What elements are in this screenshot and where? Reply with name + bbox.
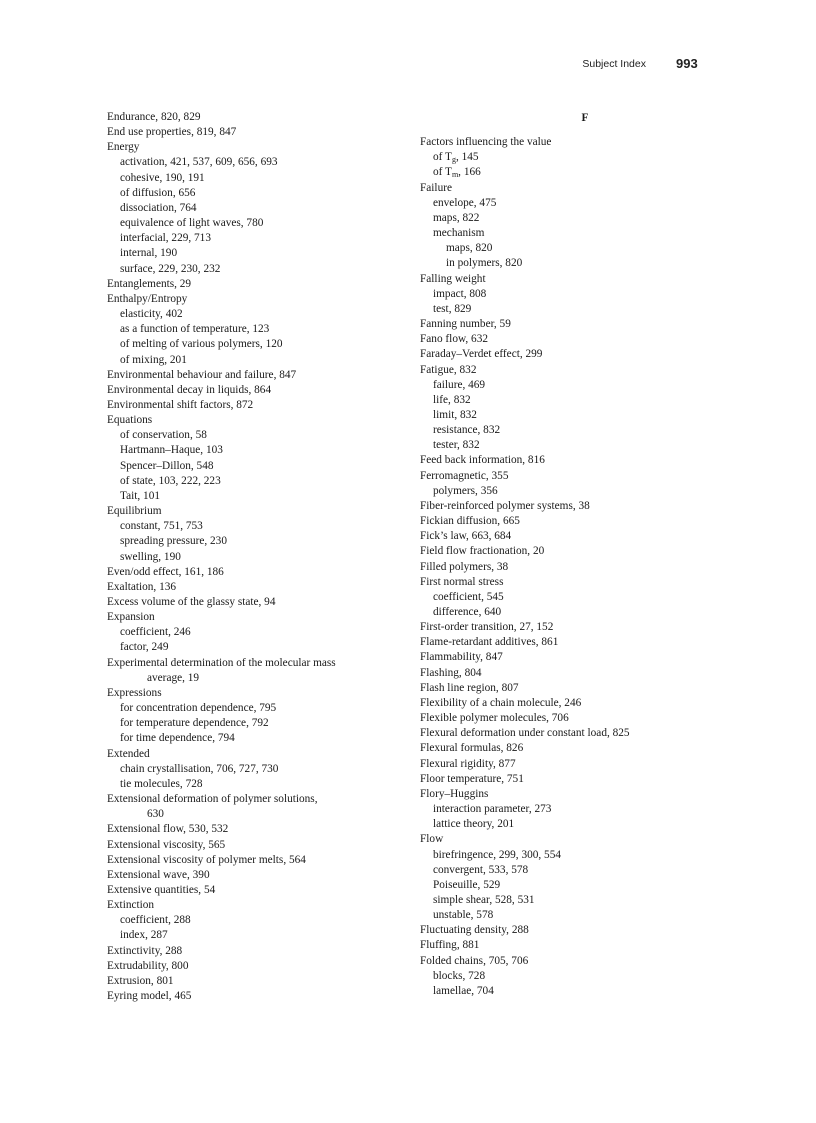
index-entry: Field flow fractionation, 20	[420, 545, 545, 558]
entry-subscript: m	[451, 170, 459, 180]
index-entry: Fanning number, 59	[420, 318, 511, 331]
index-subentry: constant, 751, 753	[120, 520, 203, 533]
index-entry: Environmental behaviour and failure, 847	[107, 368, 297, 381]
index-column-left	[107, 110, 397, 1004]
index-entry: Extrusion, 801	[107, 974, 174, 987]
index-entry: Extensive quantities, 54	[107, 883, 216, 896]
index-entry: Floor temperature, 751	[420, 772, 524, 785]
index-subentry: envelope, 475	[433, 196, 497, 209]
index-subentry: equivalence of light waves, 780	[120, 217, 264, 230]
index-subentry: chain crystallisation, 706, 727, 730	[120, 762, 279, 775]
index-entry: Entanglements, 29	[107, 277, 192, 290]
section-letter: F	[581, 112, 589, 124]
index-subentry	[420, 150, 720, 165]
index-subentry: interfacial, 229, 713	[120, 232, 211, 245]
index-entry: Fatigue, 832	[420, 363, 477, 376]
index-subentry: coefficient, 545	[433, 590, 504, 603]
index-entry: First normal stress	[420, 575, 504, 588]
index-subentry: index, 287	[120, 929, 168, 942]
entry-subscript: g	[451, 155, 456, 165]
index-entry: End use properties, 819, 847	[107, 126, 237, 139]
running-title: Subject Index	[582, 58, 646, 70]
index-entry: Extinctivity, 288	[107, 944, 183, 957]
index-subentry: life, 832	[433, 393, 471, 406]
index-entry: Fluctuating density, 288	[420, 924, 529, 937]
index-entry: Ferromagnetic, 355	[420, 469, 509, 482]
index-entry: Flow	[420, 833, 444, 846]
index-subentry: spreading pressure, 230	[120, 535, 227, 548]
index-entry: Folded chains, 705, 706	[420, 954, 529, 967]
index-subentry: of mixing, 201	[120, 353, 187, 366]
index-entry: Flash line region, 807	[420, 681, 519, 694]
index-entry: Fluffing, 881	[420, 939, 480, 952]
index-subentry: convergent, 533, 578	[433, 863, 529, 876]
index-entry: Excess volume of the glassy state, 94	[107, 596, 276, 608]
index-column-right	[420, 110, 720, 999]
index-subentry: blocks, 728	[433, 969, 486, 982]
index-entry: Environmental decay in liquids, 864	[107, 383, 272, 396]
index-subentry	[420, 165, 720, 180]
index-entry: Flory–Huggins	[420, 787, 489, 800]
index-subentry: maps, 820	[446, 242, 493, 255]
index-subentry: of conservation, 58	[120, 429, 207, 442]
index-entry: Extensional flow, 530, 532	[107, 823, 229, 836]
index-subentry: maps, 822	[433, 211, 480, 224]
index-entry: Even/odd effect, 161, 186	[107, 565, 224, 578]
index-entry: Flexible polymer molecules, 706	[420, 712, 569, 725]
index-entry: Flexural deformation under constant load, 825	[420, 727, 630, 740]
index-entry: Fickian diffusion, 665	[420, 515, 520, 528]
index-entry: Endurance, 820, 829	[107, 111, 201, 123]
index-subentry: activation, 421, 537, 609, 656, 693	[120, 156, 278, 169]
index-entry: Extrudability, 800	[107, 959, 189, 972]
index-entry: Falling weight	[420, 272, 486, 285]
index-entry: Flexural formulas, 826	[420, 742, 524, 755]
index-subentry: 630	[147, 808, 164, 821]
index-subentry: average, 19	[147, 671, 200, 684]
index-subentry: tester, 832	[433, 439, 480, 452]
index-entry: Extended	[107, 747, 150, 760]
index-subentry: interaction parameter, 273	[433, 803, 552, 816]
index-subentry: for concentration dependence, 795	[120, 702, 277, 715]
index-subentry: failure, 469	[433, 378, 486, 391]
index-entry: Extensional wave, 390	[107, 868, 210, 881]
index-subentry: Hartmann–Haque, 103	[120, 444, 223, 457]
index-subentry: unstable, 578	[433, 909, 494, 922]
index-subentry: birefringence, 299, 300, 554	[433, 848, 561, 861]
index-entry: Enthalpy/Entropy	[107, 292, 188, 305]
index-entry: Extensional viscosity of polymer melts, 564	[107, 853, 306, 866]
index-subentry: Spencer–Dillon, 548	[120, 459, 214, 472]
index-subentry: of diffusion, 656	[120, 186, 196, 199]
index-subentry: surface, 229, 230, 232	[120, 262, 221, 275]
index-subentry: factor, 249	[120, 641, 169, 654]
index-entry: Experimental determination of the molecular mass	[107, 656, 336, 669]
index-subentry: internal, 190	[120, 247, 178, 260]
index-entry: Energy	[107, 141, 140, 154]
index-entry: Flame-retardant additives, 861	[420, 636, 559, 649]
index-entry: Fiber-reinforced polymer systems, 38	[420, 499, 590, 512]
index-subentry: limit, 832	[433, 408, 477, 421]
index-subentry: of melting of various polymers, 120	[120, 338, 283, 351]
index-subentry: impact, 808	[433, 287, 487, 300]
index-subentry: mechanism	[433, 227, 485, 240]
index-subentry: test, 829	[433, 302, 472, 315]
index-entry: Extensional deformation of polymer solutions,	[107, 793, 318, 806]
index-subentry: resistance, 832	[433, 424, 501, 437]
index-subentry: simple shear, 528, 531	[433, 893, 535, 906]
index-subentry: in polymers, 820	[446, 257, 523, 270]
index-entry: Expressions	[107, 686, 162, 699]
index-subentry: lamellae, 704	[433, 984, 494, 997]
index-subentry: elasticity, 402	[120, 308, 183, 321]
index-subentry: Poiseuille, 529	[433, 878, 501, 891]
index-entry: Failure	[420, 181, 452, 194]
index-entry: Fano flow, 632	[420, 333, 488, 346]
index-subentry: lattice theory, 201	[433, 818, 515, 831]
index-subentry: of state, 103, 222, 223	[120, 474, 221, 487]
entry-pages: , 145	[455, 151, 479, 164]
index-subentry: difference, 640	[433, 606, 502, 618]
index-subentry: cohesive, 190, 191	[120, 171, 205, 184]
page-number: 993	[676, 56, 698, 71]
index-entry: Environmental shift factors, 872	[107, 398, 254, 411]
index-entry: Flashing, 804	[420, 666, 482, 679]
index-entry: Equations	[107, 414, 153, 427]
index-entry: Filled polymers, 38	[420, 560, 509, 573]
index-subentry: dissociation, 764	[120, 201, 197, 214]
index-entry: Exaltation, 136	[107, 580, 177, 593]
index-subentry: for time dependence, 794	[120, 732, 235, 745]
index-entry: Expansion	[107, 611, 155, 624]
index-subentry: tie molecules, 728	[120, 777, 203, 790]
index-entry: Equilibrium	[107, 505, 162, 518]
entry-text: of T	[433, 166, 452, 179]
index-subentry: Tait, 101	[120, 489, 160, 502]
index-entry: Extensional viscosity, 565	[107, 838, 226, 851]
entry-pages: , 166	[458, 166, 481, 179]
index-entry: Flexibility of a chain molecule, 246	[420, 696, 582, 709]
index-subentry: as a function of temperature, 123	[120, 323, 270, 336]
index-subentry: for temperature dependence, 792	[120, 717, 269, 730]
entry-text: of T	[433, 151, 452, 164]
index-subentry: polymers, 356	[433, 484, 498, 497]
index-entry: Extinction	[107, 899, 155, 912]
index-entry: Feed back information, 816	[420, 454, 545, 467]
index-entry: Factors influencing the value	[420, 136, 552, 149]
index-subentry: coefficient, 246	[120, 626, 191, 639]
index-subentry: coefficient, 288	[120, 914, 191, 927]
index-entry: Fick’s law, 663, 684	[420, 530, 512, 543]
index-subentry: swelling, 190	[120, 550, 181, 563]
index-entry: Faraday–Verdet effect, 299	[420, 348, 543, 361]
index-entry: Flammability, 847	[420, 651, 503, 664]
index-entry: Flexural rigidity, 877	[420, 757, 516, 770]
index-entry: First-order transition, 27, 152	[420, 621, 554, 634]
index-entry: Eyring model, 465	[107, 990, 192, 1003]
